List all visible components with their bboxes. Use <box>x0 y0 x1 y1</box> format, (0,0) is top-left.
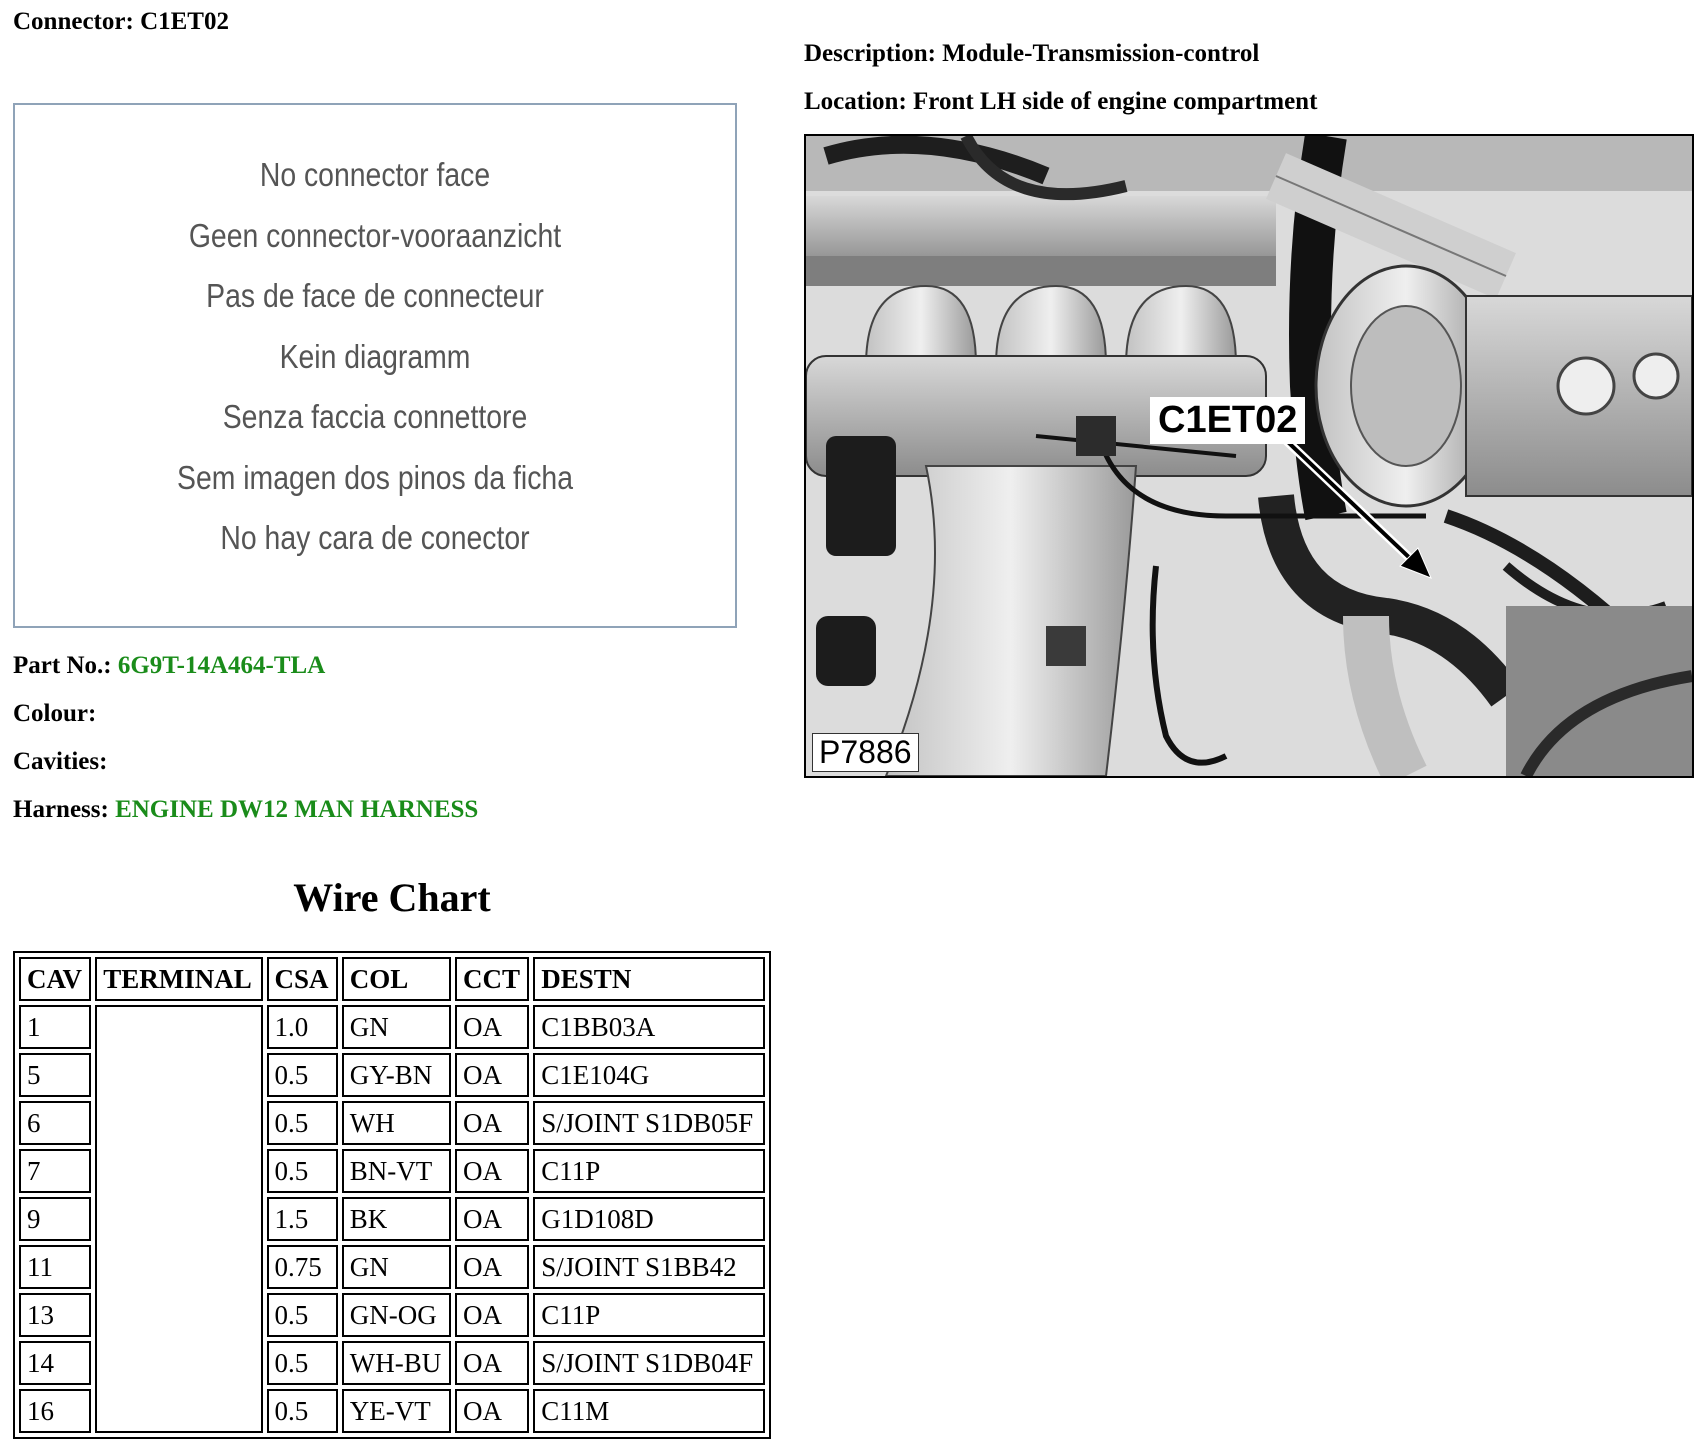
destn-cell: S/JOINT S1DB05F <box>533 1101 765 1145</box>
cct-cell: OA <box>455 1005 529 1049</box>
col-cell: WH-BU <box>342 1341 451 1385</box>
photo-callout-label: C1ET02 <box>1150 397 1305 444</box>
cct-cell: OA <box>455 1389 529 1433</box>
col-cell: BK <box>342 1197 451 1241</box>
header-col: COL <box>342 957 451 1001</box>
cav-cell: 13 <box>19 1293 91 1337</box>
cct-cell: OA <box>455 1197 529 1241</box>
col-cell: GN-OG <box>342 1293 451 1337</box>
csa-cell: 1.0 <box>267 1005 338 1049</box>
cav-cell: 7 <box>19 1149 91 1193</box>
cavities-label: Cavities: <box>13 748 108 775</box>
table-header-row <box>19 957 765 1001</box>
no-face-line: Pas de face de connecteur <box>206 277 544 314</box>
col-cell: YE-VT <box>342 1389 451 1433</box>
description-value: Module-Transmission-control <box>942 40 1260 67</box>
table-row <box>19 1005 765 1049</box>
colour-line <box>13 700 96 728</box>
harness-label: Harness: <box>13 796 109 823</box>
destn-cell: G1D108D <box>533 1197 765 1241</box>
col-cell: GN <box>342 1005 451 1049</box>
col-cell: GN <box>342 1245 451 1289</box>
destn-cell: S/JOINT S1DB04F <box>533 1341 765 1385</box>
destn-cell: C11M <box>533 1389 765 1433</box>
engine-bay-photo <box>804 134 1694 778</box>
cav-cell: 11 <box>19 1245 91 1289</box>
col-cell: WH <box>342 1101 451 1145</box>
header-csa: CSA <box>267 957 338 1001</box>
description-label: Description: <box>804 40 936 67</box>
location-label: Location: <box>804 88 907 115</box>
col-cell: BN-VT <box>342 1149 451 1193</box>
cav-cell: 6 <box>19 1101 91 1145</box>
no-face-line: Kein diagramm <box>279 337 471 375</box>
wire-chart-table <box>13 951 771 1439</box>
part-number-line <box>13 652 325 680</box>
photo-reference-label: P7886 <box>812 733 919 772</box>
no-face-line: Sem imagen dos pinos da ficha <box>177 458 573 496</box>
destn-cell: S/JOINT S1BB42 <box>533 1245 765 1289</box>
no-face-line: Senza faccia connettore <box>222 398 528 435</box>
connector-label: Connector: <box>13 8 134 35</box>
cav-cell: 9 <box>19 1197 91 1241</box>
cav-cell: 14 <box>19 1341 91 1385</box>
harness-value: ENGINE DW12 MAN HARNESS <box>115 796 479 823</box>
terminal-cell <box>95 1005 262 1433</box>
header-cct: CCT <box>455 957 529 1001</box>
csa-cell: 0.5 <box>267 1149 338 1193</box>
cav-cell: 5 <box>19 1053 91 1097</box>
cav-cell: 16 <box>19 1389 91 1433</box>
description-line <box>804 40 1259 68</box>
part-number-value: 6G9T-14A464-TLA <box>117 652 326 679</box>
col-cell: GY-BN <box>342 1053 451 1097</box>
cct-cell: OA <box>455 1101 529 1145</box>
no-face-line: No hay cara de conector <box>220 519 530 556</box>
destn-cell: C1E104G <box>533 1053 765 1097</box>
cct-cell: OA <box>455 1341 529 1385</box>
cct-cell: OA <box>455 1149 529 1193</box>
no-face-line: Geen connector-vooraanzicht <box>188 216 562 254</box>
csa-cell: 1.5 <box>267 1197 338 1241</box>
destn-cell: C1BB03A <box>533 1005 765 1049</box>
engine-bay-illustration <box>806 136 1692 776</box>
connector-value: C1ET02 <box>140 8 229 35</box>
csa-cell: 0.5 <box>267 1341 338 1385</box>
cav-cell: 1 <box>19 1005 91 1049</box>
destn-cell: C11P <box>533 1149 765 1193</box>
csa-cell: 0.5 <box>267 1293 338 1337</box>
part-number-label: Part No.: <box>13 652 112 679</box>
cct-cell: OA <box>455 1245 529 1289</box>
harness-line <box>13 796 478 824</box>
header-terminal: TERMINAL <box>95 957 262 1001</box>
csa-cell: 0.5 <box>267 1389 338 1433</box>
wire-chart-title: Wire Chart <box>293 875 491 920</box>
location-value: Front LH side of engine compartment <box>913 88 1318 115</box>
colour-label: Colour: <box>13 700 97 727</box>
csa-cell: 0.5 <box>267 1053 338 1097</box>
cct-cell: OA <box>455 1293 529 1337</box>
csa-cell: 0.5 <box>267 1101 338 1145</box>
header-destn: DESTN <box>533 957 765 1001</box>
cavities-line <box>13 748 107 776</box>
destn-cell: C11P <box>533 1293 765 1337</box>
no-connector-face-box <box>13 103 737 628</box>
no-face-line: No connector face <box>259 156 491 193</box>
header-cav: CAV <box>19 957 91 1001</box>
cct-cell: OA <box>455 1053 529 1097</box>
csa-cell: 0.75 <box>267 1245 338 1289</box>
location-line <box>804 88 1317 116</box>
connector-line <box>13 8 229 36</box>
